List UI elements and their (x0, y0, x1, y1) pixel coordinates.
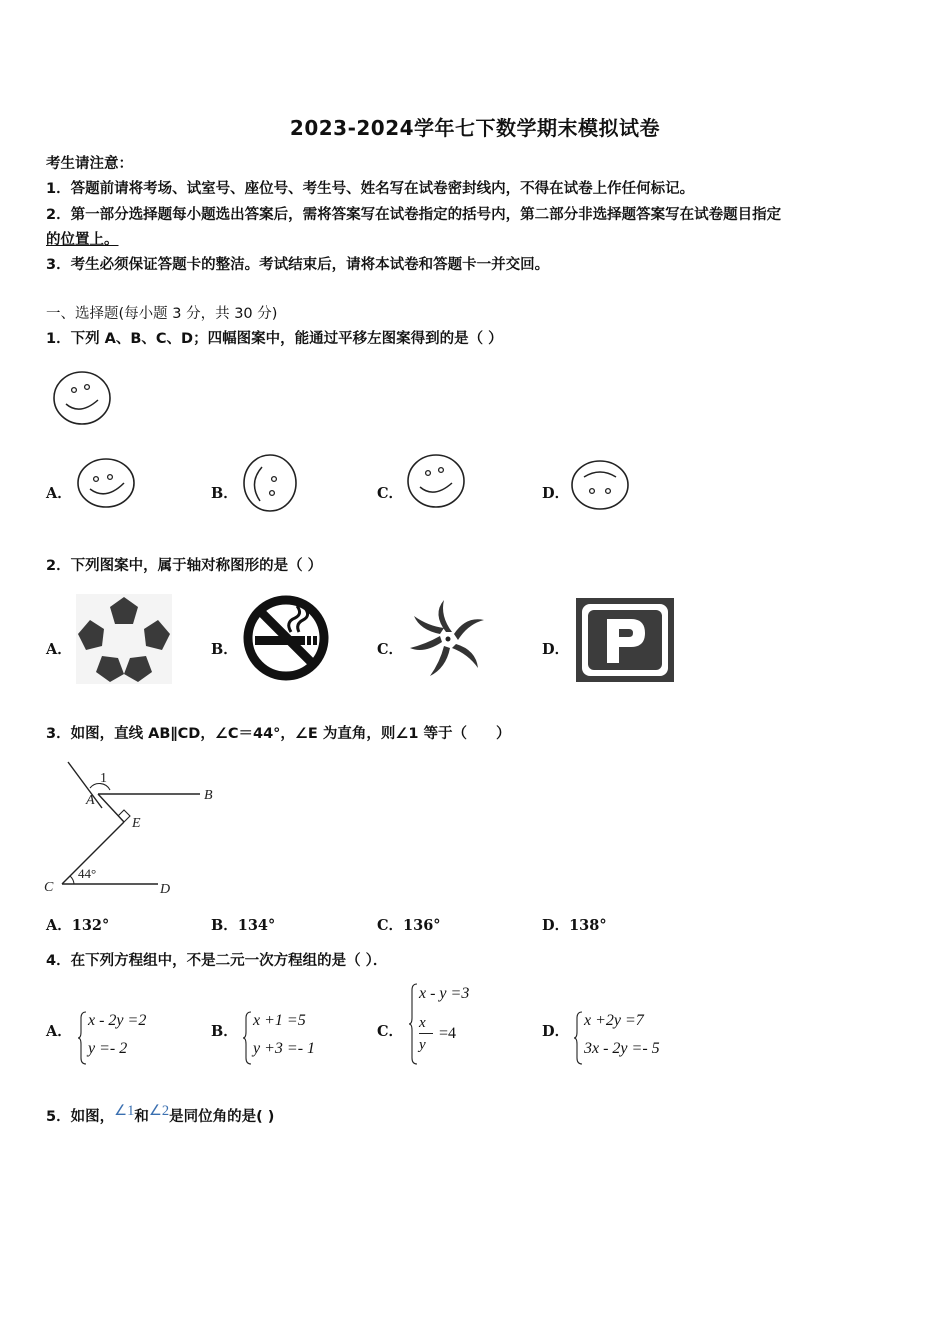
q2-option-b-no-smoking-icon (241, 594, 331, 682)
q4-a-eq2: y =- 2 (88, 1040, 128, 1057)
q4-option-c-label: C． (377, 1023, 404, 1040)
q3-label-b: B (204, 788, 213, 803)
q4-option-a-label: A． (46, 1023, 72, 1040)
q4-c-fraction-bar (419, 1033, 433, 1034)
q4-d-eq2: 3x - 2y =- 5 (584, 1040, 660, 1057)
q2-option-c-pinwheel (406, 596, 490, 682)
question-5-stem (46, 1105, 274, 1126)
q4-c-eq1: x - y =3 (419, 985, 470, 1002)
q3-option-a: A．132° (46, 917, 110, 934)
q1-reference-smiley (52, 370, 114, 426)
question-2-stem: 2．下列图案中，属于轴对称图形的是（ ） (46, 558, 323, 574)
notice-heading: 考生请注意： (46, 156, 133, 172)
q1-option-b-label: B． (211, 485, 238, 502)
notice-item-2-cont: 的位置上。 (46, 232, 119, 248)
q4-option-d-system (574, 1010, 694, 1066)
q3-label-a: A (86, 793, 95, 808)
question-4-stem: 4．在下列方程组中，不是二元一次方程组的是（ ）． (46, 953, 388, 969)
q5-stem-pre: 5．如图， (46, 1109, 115, 1125)
q4-option-b-system (243, 1010, 343, 1066)
question-1-stem: 1．下列 A、B、C、D；四幅图案中，能通过平移左图案得到的是（ ） (46, 331, 503, 347)
q3-option-c: C．136° (377, 917, 441, 934)
q1-option-d-smiley (570, 459, 632, 511)
q3-label-e: E (132, 816, 141, 831)
section-heading: 一、选择题(每小题 3 分，共 30 分) (46, 306, 278, 322)
q4-option-b-label: B． (211, 1023, 238, 1040)
q2-option-c-label: C． (377, 641, 404, 658)
q1-option-d-label: D． (542, 485, 570, 502)
notice-item-1: 1．答题前请将考场、试室号、座位号、考生号、姓名写在试卷密封线内，不得在试卷上作任何标记。 (46, 181, 695, 197)
q5-angle-1: ∠1 (114, 1103, 135, 1119)
q3-label-d: D (160, 882, 171, 897)
q3-label-c: C (44, 880, 54, 895)
q3-option-b: B．134° (211, 917, 276, 934)
q5-angle-2: ∠2 (148, 1103, 170, 1119)
q3-label-angle: 44° (78, 866, 97, 881)
q4-c-numerator: x (419, 1015, 426, 1031)
q5-stem-mid: 和 (134, 1109, 149, 1125)
q2-option-a-pentagons (76, 594, 172, 684)
q3-label-1: 1 (100, 771, 107, 786)
q4-c-denominator: y (419, 1037, 426, 1053)
q3-option-d: D．138° (542, 917, 607, 934)
q4-d-eq1: x +2y =7 (584, 1012, 644, 1029)
q1-option-a-smiley (76, 457, 136, 509)
q4-b-eq1: x +1 =5 (253, 1012, 306, 1029)
q2-option-d-label: D． (542, 641, 570, 658)
q4-a-eq1: x - 2y =2 (88, 1012, 147, 1029)
q4-c-rhs: =4 (439, 1025, 457, 1042)
q3-figure (40, 758, 230, 898)
page-title: 2023-2024学年七下数学期末模拟试卷 (289, 116, 661, 140)
q5-stem-post: 是同位角的是( ) (169, 1109, 275, 1125)
q1-option-b-smiley (242, 453, 298, 513)
q1-option-a-label: A． (46, 485, 72, 502)
notice-item-2: 2．第一部分选择题每小题选出答案后，需将答案写在试卷指定的括号内，第二部分非选择题答案写在试卷题目指定 (46, 207, 782, 223)
q4-option-a-system (78, 1010, 178, 1066)
q1-option-c-label: C． (377, 485, 404, 502)
question-3-stem: 3．如图，直线 AB∥CD，∠C＝44°，∠E 为直角，则∠1 等于（ ） (46, 726, 511, 742)
q4-b-eq2: y +3 =- 1 (253, 1040, 316, 1057)
q2-option-b-label: B． (211, 641, 238, 658)
q4-option-c-system (409, 982, 509, 1066)
q2-option-d-parking-sign (575, 597, 675, 683)
notice-item-3: 3．考生必须保证答题卡的整洁。考试结束后，请将本试卷和答题卡一并交回。 (46, 257, 550, 273)
q2-option-a-label: A． (46, 641, 72, 658)
q1-option-c-smiley (406, 453, 468, 509)
q4-option-d-label: D． (542, 1023, 570, 1040)
